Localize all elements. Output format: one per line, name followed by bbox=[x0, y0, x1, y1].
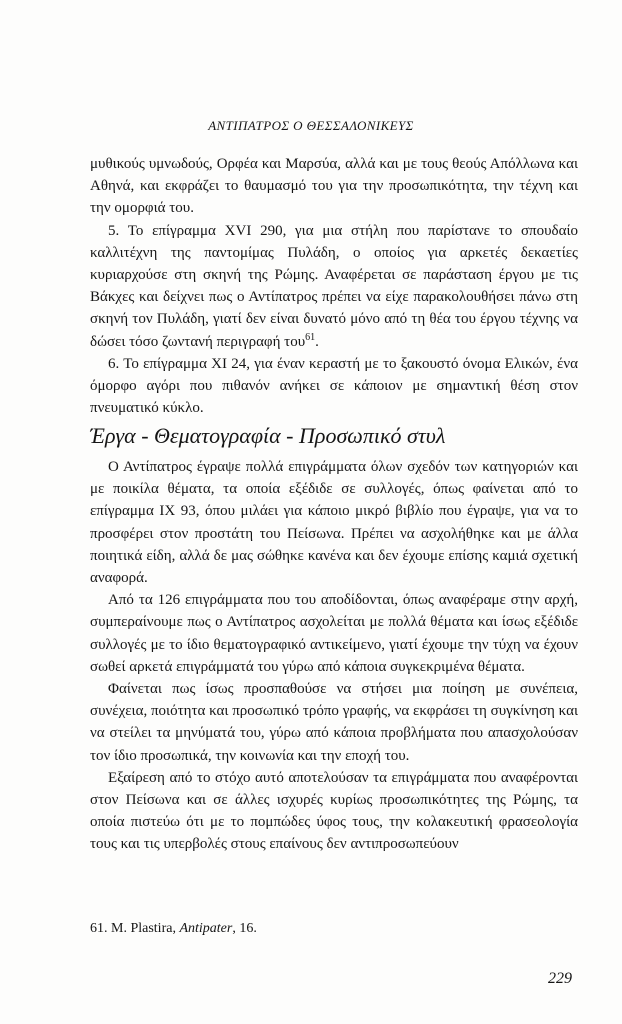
paragraph: Από τα 126 επιγράμματα που του αποδίδονται, όπως αναφέραμε στην αρχή, συμπεραίνουμε πως ο Αντίπατρος ασχολείται με πολλά θέματα και ίσως εξέδιδε συλλογές με το ίδιο θεματογραφικό αντικείμενο, γιατί έχουμε την τύχη να έχουν σωθεί αρκετά επιγράμματά του γύρω από κάποια συγκεκριμένα θέματα. bbox=[90, 592, 578, 675]
footnote-title: Antipater bbox=[179, 921, 233, 936]
footnote-author: M. Plastira, bbox=[111, 921, 176, 936]
section-heading: Έργα - Θεματογραφία - Προσωπικό στυλ bbox=[90, 423, 446, 448]
text-block-top bbox=[90, 153, 578, 419]
paragraph: μυθικούς υμνωδούς, Ορφέα και Μαρσύα, αλλά και με τους θεούς Απόλλωνα και Αθηνά, και εκφράζει το θαυμασμό του για την προσωπικότητα, την τέχνη και την ομορφιά του. bbox=[90, 156, 578, 217]
paragraph-end: . bbox=[315, 333, 319, 350]
footnote-number: 61. bbox=[90, 921, 108, 936]
paragraph bbox=[90, 220, 578, 353]
paragraph-text: 5. Το επίγραμμα XVI 290, για μια στήλη που παρίστανε το σπουδαίο καλλιτέχνη της παντομίμας Πυλάδη, ο οποίος για αρκετές δεκαετίες κυριαρχούσε στη σκηνή της Ρώμης. Αναφέρεται σε παράσταση έργου με τις Βάκχες και δείχνει πως ο Αντίπατρος πρέπει να είχε παρακολουθήσει πάνω στη σκηνή τον Πυλάδη, γιατί δεν είναι δυνατό μόνο από τη θέα του έργου τέχνης να δώσει τόσο ζωντανή περιγραφή του bbox=[90, 222, 578, 350]
paragraph: Εξαίρεση από το στόχο αυτό αποτελούσαν τα επιγράμματα που αναφέρονται στον Πείσωνα και σε άλλες ισχυρές κυρίως προσωπικότητες της Ρώμης, τα οποία πιστεύω ότι με το πομπώδες ύφος τους, την κολακευτική φρασεολογία τους και τις υπερβολές στους επαίνους δεν αντιπροσωπεύουν bbox=[90, 769, 578, 853]
footnote-page: , 16. bbox=[232, 921, 257, 936]
paragraph: Φαίνεται πως ίσως προσπαθούσε να στήσει μια ποίηση με συνέπεια, συνέχεια, ποιότητα και προσωπικό τρόπο γραφής, να εκφράσει τη συγκίνηση και να στείλει τα μηνύματά του, γύρω από κάποια προβλήματα που απασχολούσαν τον ίδιο προσωπικά, την κοινωνία και την εποχή του. bbox=[90, 681, 578, 764]
page-number: 229 bbox=[548, 970, 572, 987]
text-block-bottom bbox=[90, 456, 578, 856]
footnote-reference[interactable]: 61 bbox=[305, 331, 316, 343]
paragraph: 6. Το επίγραμμα XI 24, για έναν κεραστή με το ξακουστό όνομα Ελικών, ένα όμορφο αγόρι που πιθανόν ανήκει σε κάποιον με σημαντική θέση στον πνευματικό κύκλο. bbox=[90, 355, 578, 417]
paragraph: Ο Αντίπατρος έγραψε πολλά επιγράμματα όλων σχεδόν των κατηγοριών και με ποικίλα θέματα, τα οποία εξέδιδε σε συλλογές, όπως φαίνεται από το επίγραμμα IX 93, όπου μιλάει για κάποιο μικρό βιβλίο που έγραψε, για να το προσφέρει στον προστάτη του Πείσωνα. Πρέπει να ασχολήθηκε και με άλλα ποιητικά είδη, αλλά δε μας σώθηκε κανένα και δεν έχουμε επίσης καμιά σχετική αναφορά. bbox=[90, 459, 578, 587]
running-head: ΑΝΤΙΠΑΤΡΟΣ Ο ΘΕΣΣΑΛΟΝΙΚΕΥΣ bbox=[208, 118, 414, 133]
footnote bbox=[90, 921, 257, 937]
